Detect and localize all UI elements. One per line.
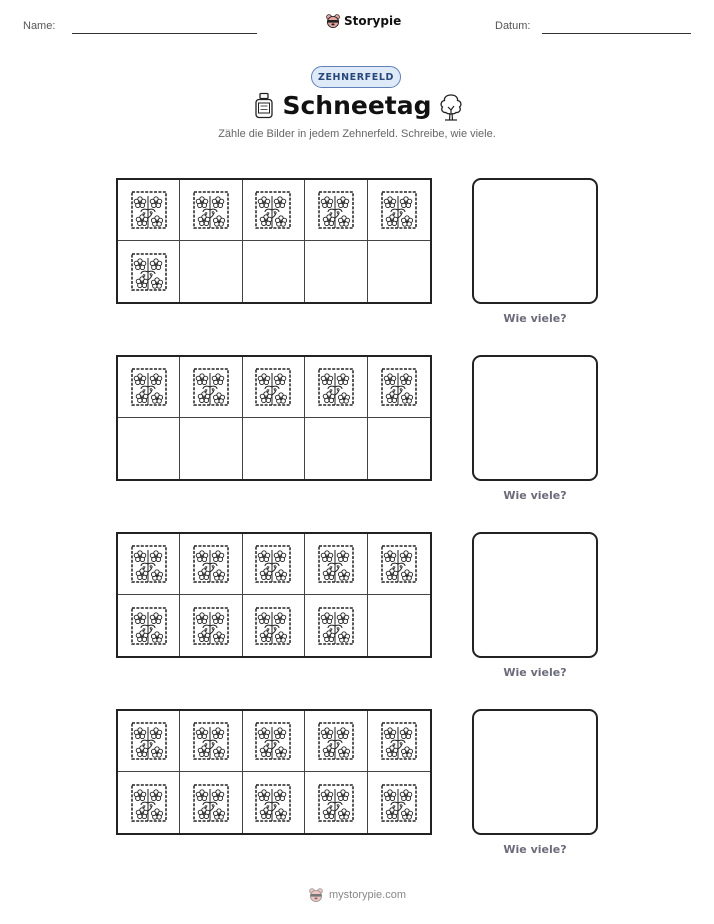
- ten-frame-cell: [243, 711, 305, 772]
- name-label: Name:: [23, 20, 56, 32]
- ten-frame-cell: [305, 180, 367, 241]
- answer-box[interactable]: [472, 178, 598, 304]
- ten-frame-cell: [368, 357, 430, 418]
- flower-bouquet-icon: [380, 721, 418, 761]
- answer-label: Wie viele?: [503, 666, 567, 679]
- ten-frame-cell: [305, 534, 367, 595]
- ten-frame-cell: [243, 772, 305, 833]
- flower-bouquet-icon: [130, 367, 168, 407]
- ten-frame-cell: [243, 595, 305, 656]
- instructions-text: Zähle die Bilder in jedem Zehnerfeld. Schreibe, wie viele.: [218, 128, 496, 140]
- ten-frame-cell: [305, 772, 367, 833]
- flower-bouquet-icon: [130, 252, 168, 292]
- ten-frame-cell: [118, 595, 180, 656]
- ten-frame-cell: [305, 595, 367, 656]
- flower-bouquet-icon: [130, 606, 168, 646]
- ten-frame: [116, 532, 432, 658]
- flower-bouquet-icon: [192, 783, 230, 823]
- footer-url: mystorypie.com: [328, 889, 407, 901]
- ten-frame-cell: [368, 241, 430, 302]
- answer-box[interactable]: [472, 709, 598, 835]
- date-label: Datum:: [495, 20, 531, 32]
- ten-frame-cell: [180, 357, 242, 418]
- date-line[interactable]: [542, 33, 691, 34]
- flower-bouquet-icon: [380, 544, 418, 584]
- flower-bouquet-icon: [317, 544, 355, 584]
- flower-bouquet-icon: [317, 783, 355, 823]
- flower-bouquet-icon: [192, 606, 230, 646]
- ten-frame-cell: [243, 418, 305, 479]
- ten-frame-cell: [118, 357, 180, 418]
- ten-frame-cell: [243, 180, 305, 241]
- flower-bouquet-icon: [130, 721, 168, 761]
- ten-frame-cell: [368, 595, 430, 656]
- answer-label: Wie viele?: [503, 843, 567, 856]
- ten-frame-cell: [180, 180, 242, 241]
- ten-frame-cell: [368, 534, 430, 595]
- ten-frame-cell: [180, 534, 242, 595]
- worksheet-type-badge: ZEHNERFELD: [311, 66, 401, 88]
- flower-bouquet-icon: [317, 190, 355, 230]
- ten-frame: [116, 709, 432, 835]
- ten-frame: [116, 355, 432, 481]
- ten-frame-cell: [180, 418, 242, 479]
- flower-bouquet-icon: [192, 367, 230, 407]
- ten-frame-cell: [180, 711, 242, 772]
- flower-bouquet-icon: [254, 190, 292, 230]
- flower-bouquet-icon: [317, 606, 355, 646]
- name-line[interactable]: [72, 33, 257, 34]
- brand-logo: [325, 13, 401, 29]
- bear-icon: [308, 887, 324, 903]
- flower-bouquet-icon: [380, 367, 418, 407]
- flower-bouquet-icon: [254, 544, 292, 584]
- ten-frame-cell: [368, 180, 430, 241]
- flower-bouquet-icon: [192, 721, 230, 761]
- ten-frame-cell: [180, 595, 242, 656]
- flower-bouquet-icon: [380, 190, 418, 230]
- ten-frame-cell: [118, 241, 180, 302]
- ten-frame-cell: [118, 418, 180, 479]
- flower-bouquet-icon: [254, 783, 292, 823]
- ten-frame-cell: [368, 418, 430, 479]
- flower-bouquet-icon: [192, 544, 230, 584]
- ten-frame-cell: [305, 241, 367, 302]
- ten-frame-cell: [305, 357, 367, 418]
- flower-bouquet-icon: [380, 783, 418, 823]
- ten-frame-cell: [305, 418, 367, 479]
- ten-frame-cell: [305, 711, 367, 772]
- ten-frame-cell: [118, 772, 180, 833]
- page-title: Schneetag: [282, 91, 432, 120]
- ten-frame-cell: [368, 772, 430, 833]
- footer: [0, 887, 714, 903]
- ten-frame: [116, 178, 432, 304]
- flower-bouquet-icon: [254, 721, 292, 761]
- ten-frame-cell: [243, 241, 305, 302]
- flower-bouquet-icon: [130, 190, 168, 230]
- brand-name: Storypie: [344, 14, 402, 28]
- flower-bouquet-icon: [130, 544, 168, 584]
- title-row: [0, 88, 714, 128]
- answer-box[interactable]: [472, 355, 598, 481]
- tree-icon: [436, 92, 466, 122]
- ten-frame-cell: [368, 711, 430, 772]
- flower-bouquet-icon: [254, 367, 292, 407]
- ten-frame-cell: [243, 357, 305, 418]
- answer-box[interactable]: [472, 532, 598, 658]
- ten-frame-cell: [118, 534, 180, 595]
- flower-bouquet-icon: [192, 190, 230, 230]
- flower-bouquet-icon: [130, 783, 168, 823]
- ten-frame-cell: [118, 180, 180, 241]
- ten-frame-cell: [180, 772, 242, 833]
- bear-icon: [325, 13, 341, 29]
- ten-frame-cell: [180, 241, 242, 302]
- answer-label: Wie viele?: [503, 489, 567, 502]
- flower-bouquet-icon: [254, 606, 292, 646]
- ten-frame-cell: [243, 534, 305, 595]
- answer-label: Wie viele?: [503, 312, 567, 325]
- ten-frame-cell: [118, 711, 180, 772]
- flower-bouquet-icon: [317, 367, 355, 407]
- flower-bouquet-icon: [317, 721, 355, 761]
